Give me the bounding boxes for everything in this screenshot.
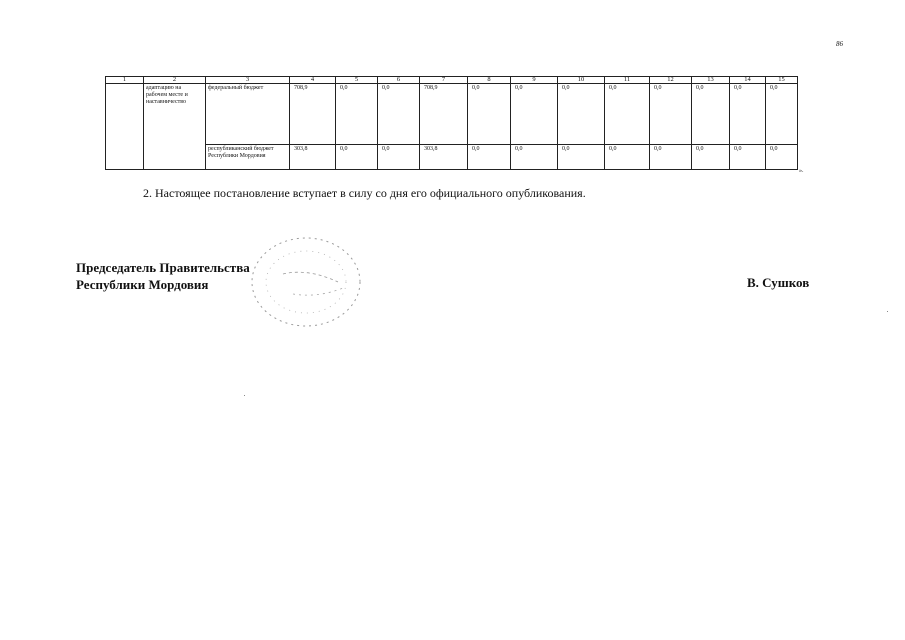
value-cell: 0,0	[468, 84, 511, 145]
column-header: 10	[558, 77, 605, 84]
value-cell: 0,0	[336, 84, 378, 145]
column-header: 11	[605, 77, 650, 84]
source-cell: федеральный бюджет	[206, 84, 290, 145]
value-cell: 0,0	[378, 145, 420, 170]
page-number: 86	[836, 40, 843, 48]
column-header: 4	[290, 77, 336, 84]
source-cell: республиканский бюджет Республики Мордовия	[206, 145, 290, 170]
column-header: 15	[766, 77, 798, 84]
activity-cell: адаптацию на рабочем месте и наставничество	[144, 84, 206, 170]
empty-cell	[106, 84, 144, 170]
column-header: 3	[206, 77, 290, 84]
value-cell: 303,8	[290, 145, 336, 170]
value-cell: 0,0	[730, 84, 766, 145]
value-cell: 0,0	[650, 84, 692, 145]
column-header: 12	[650, 77, 692, 84]
value-cell: 303,8	[420, 145, 468, 170]
column-header: 6	[378, 77, 420, 84]
value-cell: 0,0	[468, 145, 511, 170]
signer-title-line: Председатель Правительства	[76, 260, 250, 275]
signer-title-line: Республики Мордовия	[76, 277, 209, 292]
column-header: 1	[106, 77, 144, 84]
column-header: 9	[511, 77, 558, 84]
official-seal-stamp	[238, 232, 368, 332]
table-header-row	[106, 77, 798, 84]
value-cell: 0,0	[558, 145, 605, 170]
value-cell: 0,0	[605, 84, 650, 145]
table-row	[106, 84, 798, 145]
value-cell: 0,0	[692, 145, 730, 170]
value-cell: 0,0	[511, 145, 558, 170]
value-cell: 0,0	[730, 145, 766, 170]
resolution-paragraph: 2. Настоящее постановление вступает в силу со дня его официального опубликования.	[143, 186, 586, 200]
column-header: 2	[144, 77, 206, 84]
value-cell: 0,0	[336, 145, 378, 170]
table-row	[106, 145, 798, 170]
value-cell: 0,0	[511, 84, 558, 145]
value-cell: 0,0	[692, 84, 730, 145]
value-cell: 0,0	[558, 84, 605, 145]
table-closing-quote: ».	[799, 168, 804, 174]
scan-speck	[887, 311, 888, 312]
column-header: 14	[730, 77, 766, 84]
value-cell: 708,9	[290, 84, 336, 145]
value-cell: 0,0	[378, 84, 420, 145]
budget-table	[105, 76, 798, 170]
scan-speck	[244, 395, 245, 396]
signer-name: В. Сушков	[747, 275, 810, 290]
value-cell: 0,0	[650, 145, 692, 170]
column-header: 13	[692, 77, 730, 84]
value-cell: 0,0	[766, 84, 798, 145]
column-header: 5	[336, 77, 378, 84]
column-header: 7	[420, 77, 468, 84]
value-cell: 0,0	[605, 145, 650, 170]
value-cell: 708,9	[420, 84, 468, 145]
column-header: 8	[468, 77, 511, 84]
signer-title	[76, 259, 250, 293]
value-cell: 0,0	[766, 145, 798, 170]
